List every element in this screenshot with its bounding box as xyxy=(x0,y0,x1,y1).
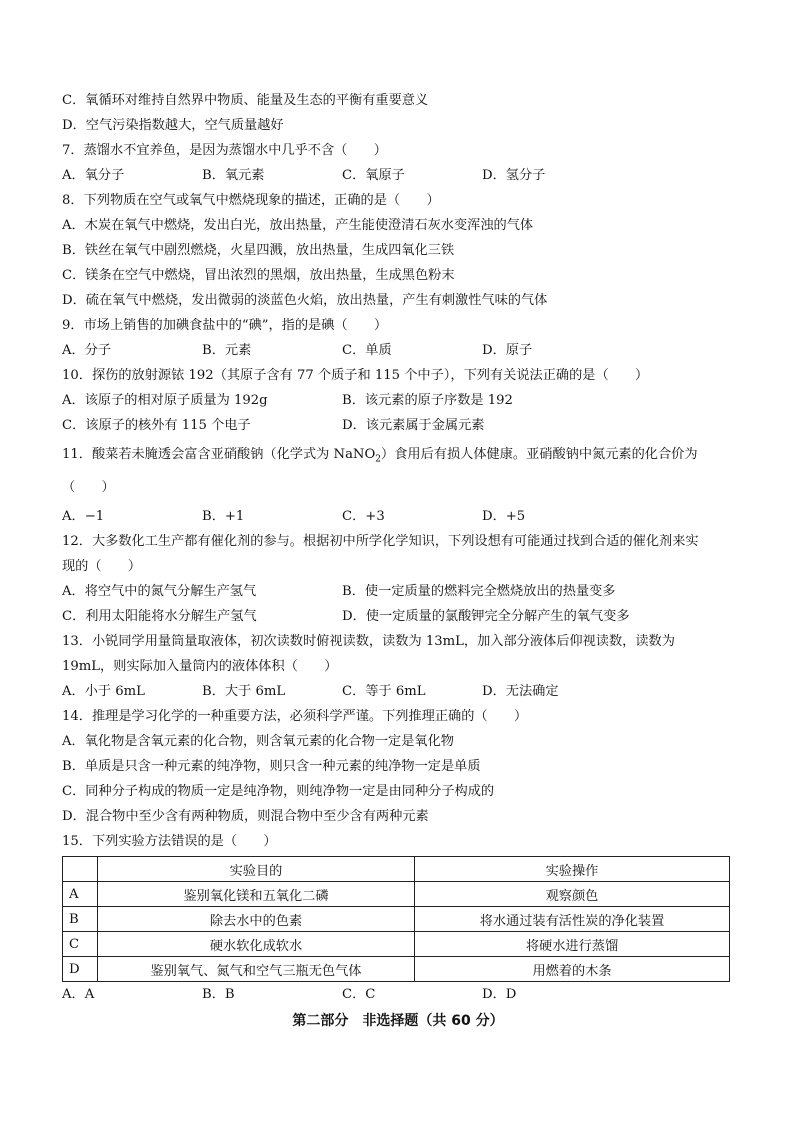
table-cell: A xyxy=(63,882,98,907)
question-8-stem: 8．下列物质在空气或氧气中燃烧现象的描述，正确的是（ ） xyxy=(62,193,440,208)
exam-page xyxy=(62,88,734,1034)
table-cell: D xyxy=(63,957,98,982)
question-7-stem: 7．蒸馏水不宜养鱼，是因为蒸馏水中几乎不含（ ） xyxy=(62,143,387,158)
option-c: C．镁条在空气中燃烧，冒出浓烈的黑烟，放出热量，生成黑色粉末 xyxy=(62,268,455,283)
option-a: A．木炭在氧气中燃烧，发出白光，放出热量，产生能使澄清石灰水变浑浊的气体 xyxy=(62,218,534,233)
option-d: D．使一定质量的氯酸钾完全分解产生的氧气变多 xyxy=(342,609,630,624)
option-b: B．大于 6mL xyxy=(202,684,286,699)
question-10-options-row2 xyxy=(62,413,734,438)
question-13-stem: 13．小锐同学用量筒量取液体，初次读数时俯视读数，读数为 13mL，加入部分液体后仰视读数，读数为 xyxy=(62,634,675,649)
table-header-cell: 实验操作 xyxy=(415,857,730,882)
table-row xyxy=(63,932,730,957)
option-d: D．原子 xyxy=(482,343,533,358)
option-d: D．混合物中至少含有两种物质，则混合物中至少含有两种元素 xyxy=(62,809,429,824)
question-12-options-row1 xyxy=(62,579,734,604)
option-b: B．单质是只含一种元素的纯净物，则只含一种元素的纯净物一定是单质 xyxy=(62,759,481,774)
table-row xyxy=(63,957,730,982)
question-11-blank: （ ） xyxy=(62,480,115,495)
option-d: D．+5 xyxy=(482,509,526,524)
option-a: A．A xyxy=(62,987,95,1002)
option-c: C．该原子的核外有 115 个电子 xyxy=(62,418,251,433)
option-c: C．+3 xyxy=(342,509,385,524)
question-13-stem-cont: 19mL，则实际加入量筒内的液体体积（ ） xyxy=(62,659,338,674)
table-cell: 观察颜色 xyxy=(415,882,730,907)
option-c: C．利用太阳能将水分解生产氢气 xyxy=(62,609,257,624)
option-b: B．铁丝在氧气中剧烈燃烧，火星四溅，放出热量，生成四氧化三铁 xyxy=(62,243,455,258)
question-14-stem: 14．推理是学习化学的一种重要方法，必须科学严谨。下列推理正确的（ ） xyxy=(62,709,528,724)
option-a: A．该原子的相对原子质量为 192g xyxy=(62,393,268,408)
option-c: C．等于 6mL xyxy=(342,684,426,699)
option-c: C．单质 xyxy=(342,343,392,358)
question-11-stem: 11．酸菜若未腌透会富含亚硝酸钠（化学式为 NaNO$_2$）食用后有损人体健康。亚硝酸钠中氮元素的化合价为 xyxy=(62,447,698,465)
table-row xyxy=(63,882,730,907)
question-10-options-row1 xyxy=(62,388,734,413)
option-a: A．小于 6mL xyxy=(62,684,145,699)
question-7-options xyxy=(62,163,734,188)
option-a: A．氧分子 xyxy=(62,168,125,183)
table-cell: C xyxy=(63,932,98,957)
option-c: C．C xyxy=(342,987,376,1002)
table-cell: 将水通过装有活性炭的净化装置 xyxy=(415,907,730,932)
question-9-stem: 9．市场上销售的加碘食盐中的“碘”，指的是碘（ ） xyxy=(62,318,388,333)
option-b: B．元素 xyxy=(202,343,252,358)
table-header-cell: 实验目的 xyxy=(98,857,415,882)
option-b: B．+1 xyxy=(202,509,245,524)
option-d: D．氢分子 xyxy=(482,168,546,183)
option-a: A．氧化物是含氧元素的化合物，则含氧元素的化合物一定是氧化物 xyxy=(62,734,454,749)
question-9-options xyxy=(62,338,734,363)
option-d: D．该元素属于金属元素 xyxy=(342,418,485,433)
table-cell: B xyxy=(63,907,98,932)
table-cell: 除去水中的色素 xyxy=(98,907,415,932)
option-a: A．分子 xyxy=(62,343,112,358)
option-a: A．将空气中的氮气分解生产氢气 xyxy=(62,584,257,599)
question-12-stem-cont: 现的（ ） xyxy=(62,559,142,574)
table-cell: 用燃着的木条 xyxy=(415,957,730,982)
question-11-options xyxy=(62,504,734,529)
question-10-stem: 10．探伤的放射源铱 192（其原子含有 77 个质子和 115 个中子），下列有关说法正确的是（ ） xyxy=(62,368,649,383)
table-cell: 硬水软化成软水 xyxy=(98,932,415,957)
option-b: B．氧元素 xyxy=(202,168,265,183)
option-d: D．D xyxy=(482,987,517,1002)
table-header-cell xyxy=(63,857,98,882)
option-b: B．B xyxy=(202,987,235,1002)
option-a: A．−1 xyxy=(62,509,105,524)
question-13-options xyxy=(62,679,734,704)
option-b: B．使一定质量的燃料完全燃烧放出的热量变多 xyxy=(342,584,616,599)
experiment-table xyxy=(62,856,730,982)
option-c: C．同种分子构成的物质一定是纯净物，则纯净物一定是由同种分子构成的 xyxy=(62,784,495,799)
table-header-row xyxy=(63,857,730,882)
question-15-stem: 15．下列实验方法错误的是（ ） xyxy=(62,834,277,849)
table-cell: 鉴别氧化镁和五氧化二磷 xyxy=(98,882,415,907)
question-12-options-row2 xyxy=(62,604,734,629)
table-cell: 鉴别氧气、氮气和空气三瓶无色气体 xyxy=(98,957,415,982)
table-cell: 将硬水进行蒸馏 xyxy=(415,932,730,957)
table-row xyxy=(63,907,730,932)
option-d: D．硫在氧气中燃烧，发出微弱的淡蓝色火焰，放出热量，产生有刺激性气味的气体 xyxy=(62,293,548,308)
text-line: D．空气污染指数越大，空气质量越好 xyxy=(62,118,284,133)
option-c: C．氧原子 xyxy=(342,168,405,183)
question-15-options xyxy=(62,982,734,1007)
question-12-stem: 12．大多数化工生产都有催化剂的参与。根据初中所学化学知识，下列设想有可能通过找到合适的催化剂来实 xyxy=(62,534,699,549)
option-d: D．无法确定 xyxy=(482,684,559,699)
section-title: 第二部分 非选择题（共 60 分） xyxy=(292,1013,504,1029)
text-line: C．氧循环对维持自然界中物质、能量及生态的平衡有重要意义 xyxy=(62,93,429,108)
option-b: B．该元素的原子序数是 192 xyxy=(342,393,513,408)
